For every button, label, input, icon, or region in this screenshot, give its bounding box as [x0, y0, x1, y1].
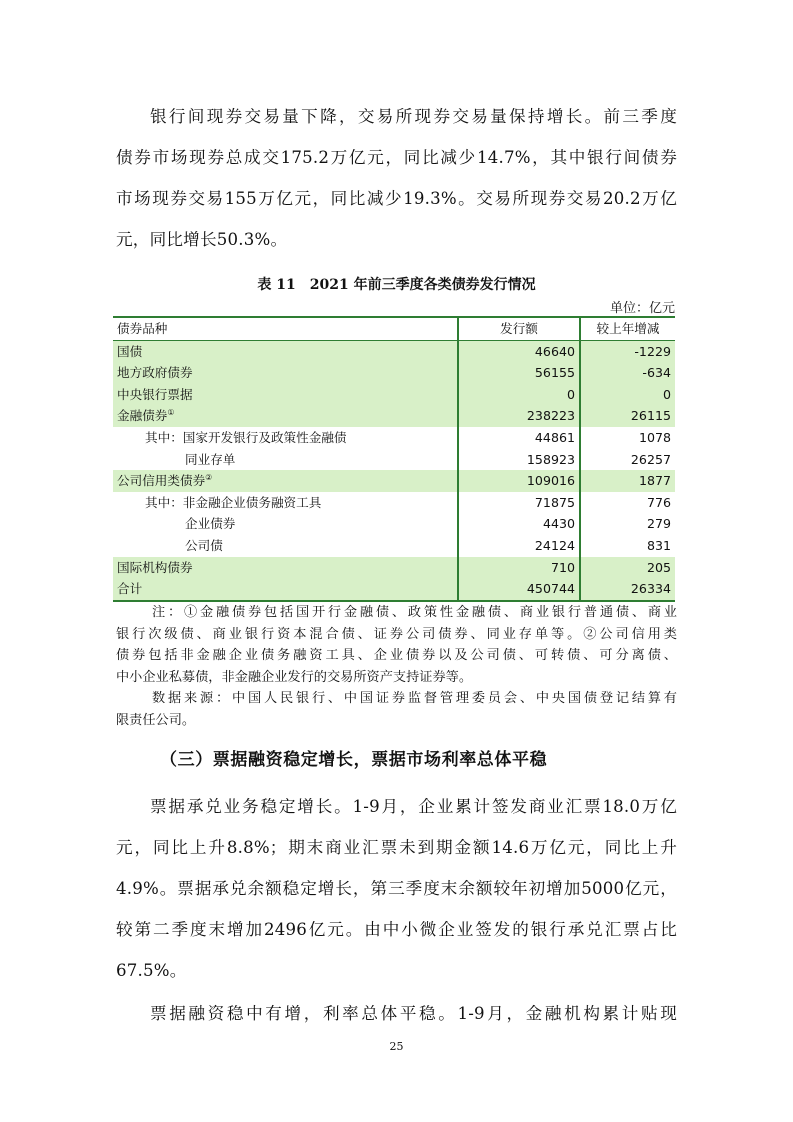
table-row-total	[113, 578, 675, 601]
row-label: 其中：非金融企业债务融资工具	[113, 492, 458, 514]
source-line: 限责任公司。	[116, 712, 196, 728]
row-label: 其中：国家开发银行及政策性金融债	[113, 427, 458, 449]
text-line: 元，同比上升8.8%；期末商业汇票未到期金额14.6万亿元，同比上升	[116, 838, 677, 857]
text-line: 债券市场现券总成交175.2万亿元，同比减少14.7%，其中银行间债券	[116, 148, 677, 167]
table-row	[113, 362, 675, 384]
table-row	[113, 384, 675, 406]
text-line: 市场现券交易155万亿元，同比减少19.3%。交易所现券交易20.2万亿	[116, 189, 677, 208]
bond-issuance-table	[113, 316, 675, 602]
row-label: 同业存单	[113, 449, 458, 471]
row-change: 0	[580, 384, 675, 406]
row-issue: 44861	[458, 427, 580, 449]
row-change: 1877	[580, 470, 675, 492]
text-line: 较第二季度末增加2496亿元。由中小微企业签发的银行承兑汇票占比	[116, 920, 677, 939]
row-label: 公司信用类债券②	[113, 470, 458, 492]
row-issue: 4430	[458, 513, 580, 535]
row-label: 中央银行票据	[113, 384, 458, 406]
text-line: 元，同比增长50.3%。	[116, 230, 288, 249]
footnote-mark: ②	[205, 472, 213, 482]
row-change: 831	[646, 537, 671, 553]
row-label: 合计	[113, 578, 458, 601]
page-number: 25	[389, 1040, 404, 1053]
table-row	[113, 470, 675, 492]
table-notes	[116, 602, 677, 732]
text-line: 银行间现券交易量下降，交易所现券交易量保持增长。前三季度	[150, 107, 677, 126]
table-header-row	[113, 317, 675, 340]
row-change: 26257	[630, 451, 671, 467]
source-line: 数据来源：中国人民银行、中国证券监督管理委员会、中央国债登记结算有	[152, 691, 677, 707]
row-issue: 109016	[458, 470, 580, 492]
paragraph-bill-financing	[116, 993, 677, 1034]
table-row	[113, 427, 675, 449]
note-line: 债券包括非金融企业债务融资工具、企业债券以及公司债、可转债、可分离债、	[116, 648, 677, 664]
table-row	[113, 513, 675, 535]
row-change: -634	[580, 362, 675, 384]
footnote-mark: ①	[167, 408, 175, 418]
row-issue: 238223	[458, 405, 580, 427]
row-issue: 158923	[458, 449, 580, 471]
note-line: 注：①金融债券包括国开行金融债、政策性金融债、商业银行普通债、商业	[152, 605, 677, 620]
row-change: 776	[646, 494, 671, 510]
row-label: 企业债券	[113, 513, 458, 535]
text-line: 票据承兑业务稳定增长。1-9月，企业累计签发商业汇票18.0万亿	[150, 797, 677, 816]
header-issue-amount: 发行额	[458, 317, 580, 340]
table-row	[113, 557, 675, 579]
note-line: 银行次级债、商业银行资本混合债、证券公司债券、同业存单等。②公司信用类	[116, 626, 677, 642]
paragraph-bond-trading	[116, 96, 677, 260]
table-row	[113, 449, 675, 471]
text-line: 67.5%。	[116, 961, 187, 980]
row-issue: 450744	[458, 578, 580, 601]
row-label: 公司债	[113, 535, 458, 557]
header-bond-type: 债券品种	[113, 317, 458, 340]
row-issue: 710	[458, 557, 580, 579]
header-yoy-change: 较上年增减	[580, 317, 675, 340]
row-label: 国债	[113, 340, 458, 362]
row-issue: 56155	[458, 362, 580, 384]
row-issue: 71875	[458, 492, 580, 514]
row-label: 地方政府债券	[113, 362, 458, 384]
row-change: 1078	[638, 429, 671, 445]
note-line: 中小企业私募债，非金融企业发行的交易所资产支持证券等。	[116, 669, 473, 685]
text-line: 票据融资稳中有增，利率总体平稳。1-9月，金融机构累计贴现	[150, 1004, 677, 1023]
row-label: 国际机构债券	[113, 557, 458, 579]
table-row	[113, 405, 675, 427]
table-title: 表 11 2021 年前三季度各类债券发行情况	[257, 277, 536, 293]
row-change: 26334	[580, 578, 675, 601]
text-line: 4.9%。票据承兑余额稳定增长，第三季度末余额较年初增加5000亿元，	[116, 879, 677, 898]
table-row	[113, 340, 675, 362]
row-issue: 46640	[458, 340, 580, 362]
row-label: 金融债券①	[113, 405, 458, 427]
section-heading: （三）票据融资稳定增长，票据市场利率总体平稳	[160, 750, 548, 770]
table-unit: 单位：亿元	[609, 301, 675, 316]
paragraph-bill-acceptance	[116, 786, 677, 991]
row-issue: 0	[458, 384, 580, 406]
row-change: -1229	[580, 340, 675, 362]
row-issue: 24124	[458, 535, 580, 557]
table-row	[113, 535, 675, 557]
row-change: 279	[646, 516, 671, 532]
table-row	[113, 492, 675, 514]
row-change: 26115	[580, 405, 675, 427]
row-change: 205	[580, 557, 675, 579]
